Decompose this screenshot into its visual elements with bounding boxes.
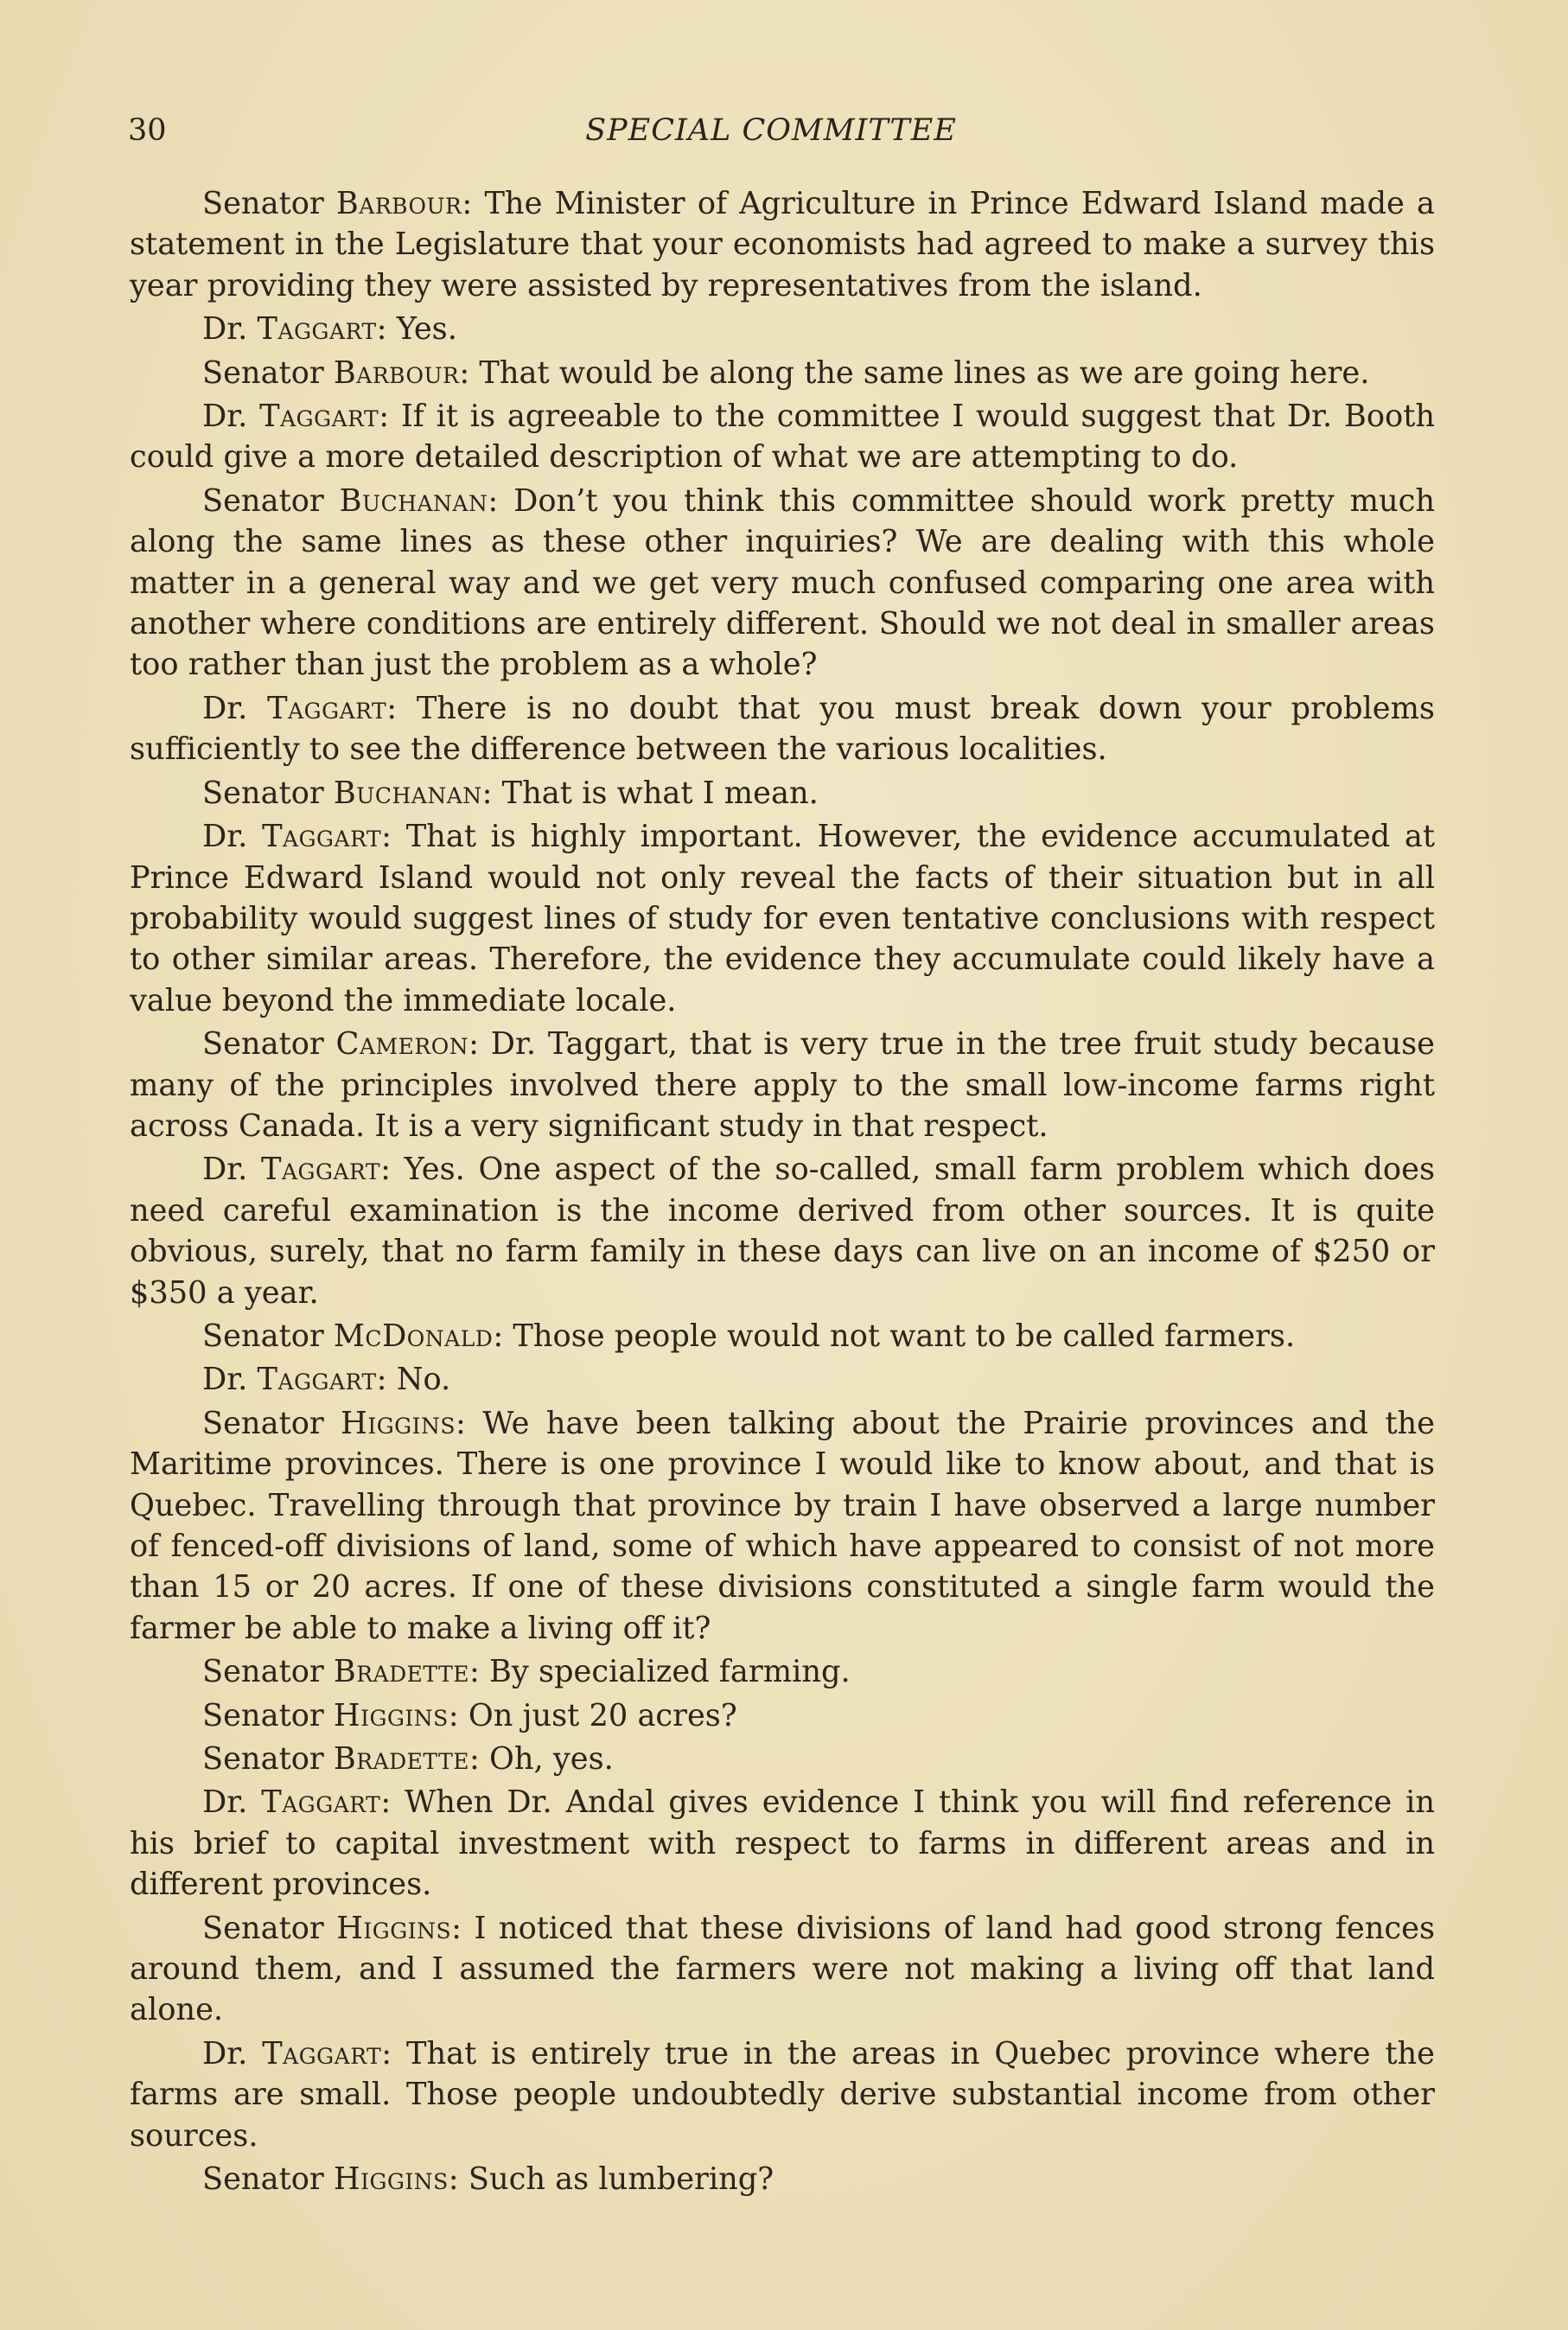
transcript-paragraph — [130, 481, 1435, 686]
transcript-paragraph — [130, 773, 1435, 814]
speaker-title: Senator — [202, 1318, 324, 1354]
speech-text: That would be along the same lines as we are going here. — [479, 354, 1370, 391]
speaker-separator: : — [376, 311, 397, 348]
speaker-name: Bradette — [333, 1654, 469, 1690]
speaker-title: Dr. — [202, 311, 248, 348]
speaker-title: Senator — [202, 1654, 324, 1690]
speech-text: No. — [396, 1362, 451, 1398]
speaker-separator: : — [448, 2161, 468, 2198]
page-number: 30 — [128, 113, 167, 148]
speaker-title: Dr. — [202, 2035, 248, 2071]
transcript-paragraph — [130, 1316, 1435, 1357]
speaker-separator: : — [469, 1741, 490, 1778]
speaker-separator: : — [468, 1026, 491, 1063]
speaker-name: Cameron — [335, 1026, 469, 1063]
transcript-body — [130, 183, 1435, 2203]
speaker-separator: : — [462, 186, 485, 221]
speaker-separator: : — [448, 1697, 468, 1733]
speaker-separator: : — [386, 690, 417, 726]
transcript-paragraph — [130, 1024, 1435, 1146]
speaker-name: Higgins — [333, 1697, 449, 1733]
speaker-title: Dr. — [202, 399, 248, 435]
speaker-title: Dr. — [202, 819, 248, 855]
speaker-separator: : — [469, 1654, 490, 1690]
speaker-separator: : — [456, 1405, 483, 1441]
speaker-separator: : — [493, 1318, 513, 1354]
speaker-title: Senator — [202, 2161, 324, 2198]
transcript-paragraph — [130, 816, 1435, 1021]
speaker-name: Taggart — [267, 690, 387, 726]
transcript-paragraph — [130, 1651, 1435, 1692]
transcript-paragraph — [130, 1695, 1435, 1736]
speaker-separator: : — [481, 775, 502, 811]
speech-text: Yes. — [396, 311, 457, 348]
speaker-name: Taggart — [259, 399, 379, 435]
speaker-name: Barbour — [333, 354, 460, 391]
speaker-separator: : — [459, 354, 480, 391]
transcript-paragraph — [130, 396, 1435, 478]
transcript-paragraph — [130, 183, 1435, 306]
speech-text: Oh, yes. — [489, 1741, 614, 1778]
speech-text: On just 20 acres? — [468, 1697, 737, 1733]
speech-text: Those people would not want to be called farmers. — [513, 1318, 1296, 1354]
transcript-paragraph — [130, 1782, 1435, 1905]
speech-text: That is highly important. However, the evidence accumulated at Prince Edward Island would not only reveal the facts of their situation but in all probability would suggest lines of study for even tentative conclusions with respect to other similar areas. Therefore, the evidence they accumulate could likely have a value beyond the immediate locale. — [130, 819, 1435, 1018]
speaker-name: Taggart — [262, 2035, 382, 2071]
speaker-name: Taggart — [261, 1152, 381, 1188]
transcript-paragraph — [130, 1359, 1435, 1400]
speech-text: Yes. One aspect of the so-called, small farm problem which does need careful examination is the income derived from other sources. It is quite obvious, surely, that no farm family in these days can live on an income of $250 or $350 a year. — [130, 1152, 1435, 1311]
speech-text: There is no doubt that you must break down your problems sufficiently to see the difference between the various localities. — [130, 690, 1435, 768]
speech-text: The Minister of Agriculture in Prince Edward Island made a statement in the Legislature that your economists had agreed to make a survey this year providing they were assisted by representatives from the island. — [130, 186, 1436, 303]
speaker-name: Barbour — [335, 186, 462, 221]
speaker-name: Taggart — [257, 1362, 377, 1398]
speech-text: By specialized farming. — [489, 1654, 851, 1690]
speaker-name: Taggart — [261, 1784, 381, 1821]
speech-text: Dr. Taggart, that is very true in the tree fruit study because many of the principles involved there apply to the small low-income farms right across Canada. It is a very significant study in that respect. — [130, 1026, 1435, 1144]
speaker-title: Dr. — [202, 1784, 248, 1821]
speaker-name: Taggart — [257, 311, 377, 348]
transcript-paragraph — [130, 2033, 1435, 2156]
speaker-separator: : — [380, 1784, 405, 1821]
speaker-separator: : — [379, 399, 401, 435]
speaker-title: Senator — [202, 1026, 324, 1063]
speech-text: If it is agreeable to the committee I would suggest that Dr. Booth could give a more detailed description of what we are attempting to do. — [130, 399, 1436, 476]
speaker-name: Bradette — [333, 1741, 469, 1778]
speaker-title: Senator — [202, 186, 324, 221]
speaker-separator: : — [488, 482, 514, 519]
speaker-name: Buchanan — [333, 775, 482, 811]
speaker-title: Senator — [202, 1741, 324, 1778]
speaker-name: Taggart — [262, 819, 382, 855]
speaker-name: McDonald — [333, 1318, 494, 1354]
speaker-title: Senator — [202, 1405, 324, 1441]
speaker-title: Dr. — [202, 690, 248, 726]
transcript-paragraph — [130, 1149, 1435, 1313]
page-header — [128, 109, 1440, 152]
speaker-title: Senator — [202, 482, 324, 519]
speaker-separator: : — [380, 1152, 405, 1188]
transcript-paragraph — [130, 1908, 1435, 2031]
transcript-paragraph — [130, 2159, 1435, 2199]
speech-text: We have been talking about the Prairie provinces and the Maritime provinces. There is one province I would like to know about, and that is Quebec. Travelling through that province by train I have observed a large number of fenced-off divisions of land, some of which have appeared to consist of not more than 15 or 20 acres. If one of these divisions constituted a single farm would the farmer be able to make a living off it? — [130, 1405, 1435, 1646]
speaker-title: Senator — [202, 1910, 324, 1946]
transcript-paragraph — [130, 1403, 1435, 1649]
speech-text: Don’t you think this committee should work pretty much along the same lines as these other inquiries? We are dealing with this whole matter in a general way and we get very much confused comparing one area with another where conditions are entirely different. Should we not deal in smaller areas too rather than just the problem as a whole? — [130, 482, 1435, 683]
speaker-name: Buchanan — [339, 482, 488, 519]
speaker-title: Senator — [202, 1697, 324, 1733]
speaker-title: Dr. — [202, 1152, 248, 1188]
speaker-name: Higgins — [336, 1910, 452, 1946]
transcript-paragraph — [130, 309, 1435, 349]
speech-text: That is entirely true in the areas in Quebec province where the farms are small. Those people undoubtedly derive substantial income from other sources. — [130, 2035, 1435, 2154]
speaker-separator: : — [381, 819, 406, 855]
speech-text: When Dr. Andal gives evidence I think you will find reference in his brief to capital investment with respect to farms in different areas and in different provinces. — [130, 1784, 1435, 1903]
speaker-title: Senator — [202, 775, 324, 811]
speaker-separator: : — [381, 2035, 406, 2071]
transcript-paragraph — [130, 1739, 1435, 1779]
transcript-paragraph — [130, 688, 1435, 770]
speaker-name: Higgins — [341, 1405, 456, 1441]
speech-text: That is what I mean. — [501, 775, 819, 811]
speech-text: I noticed that these divisions of land had good strong fences around them, and I assumed the farmers were not making a living off that land alone. — [130, 1910, 1436, 2028]
speaker-title: Dr. — [202, 1362, 248, 1398]
transcript-paragraph — [130, 353, 1435, 393]
speaker-name: Higgins — [333, 2161, 449, 2198]
running-head: SPECIAL COMMITTEE — [585, 113, 957, 148]
speaker-title: Senator — [202, 354, 324, 391]
speech-text: Such as lumbering? — [468, 2161, 774, 2198]
speaker-separator: : — [376, 1362, 397, 1398]
speaker-separator: : — [451, 1910, 475, 1946]
